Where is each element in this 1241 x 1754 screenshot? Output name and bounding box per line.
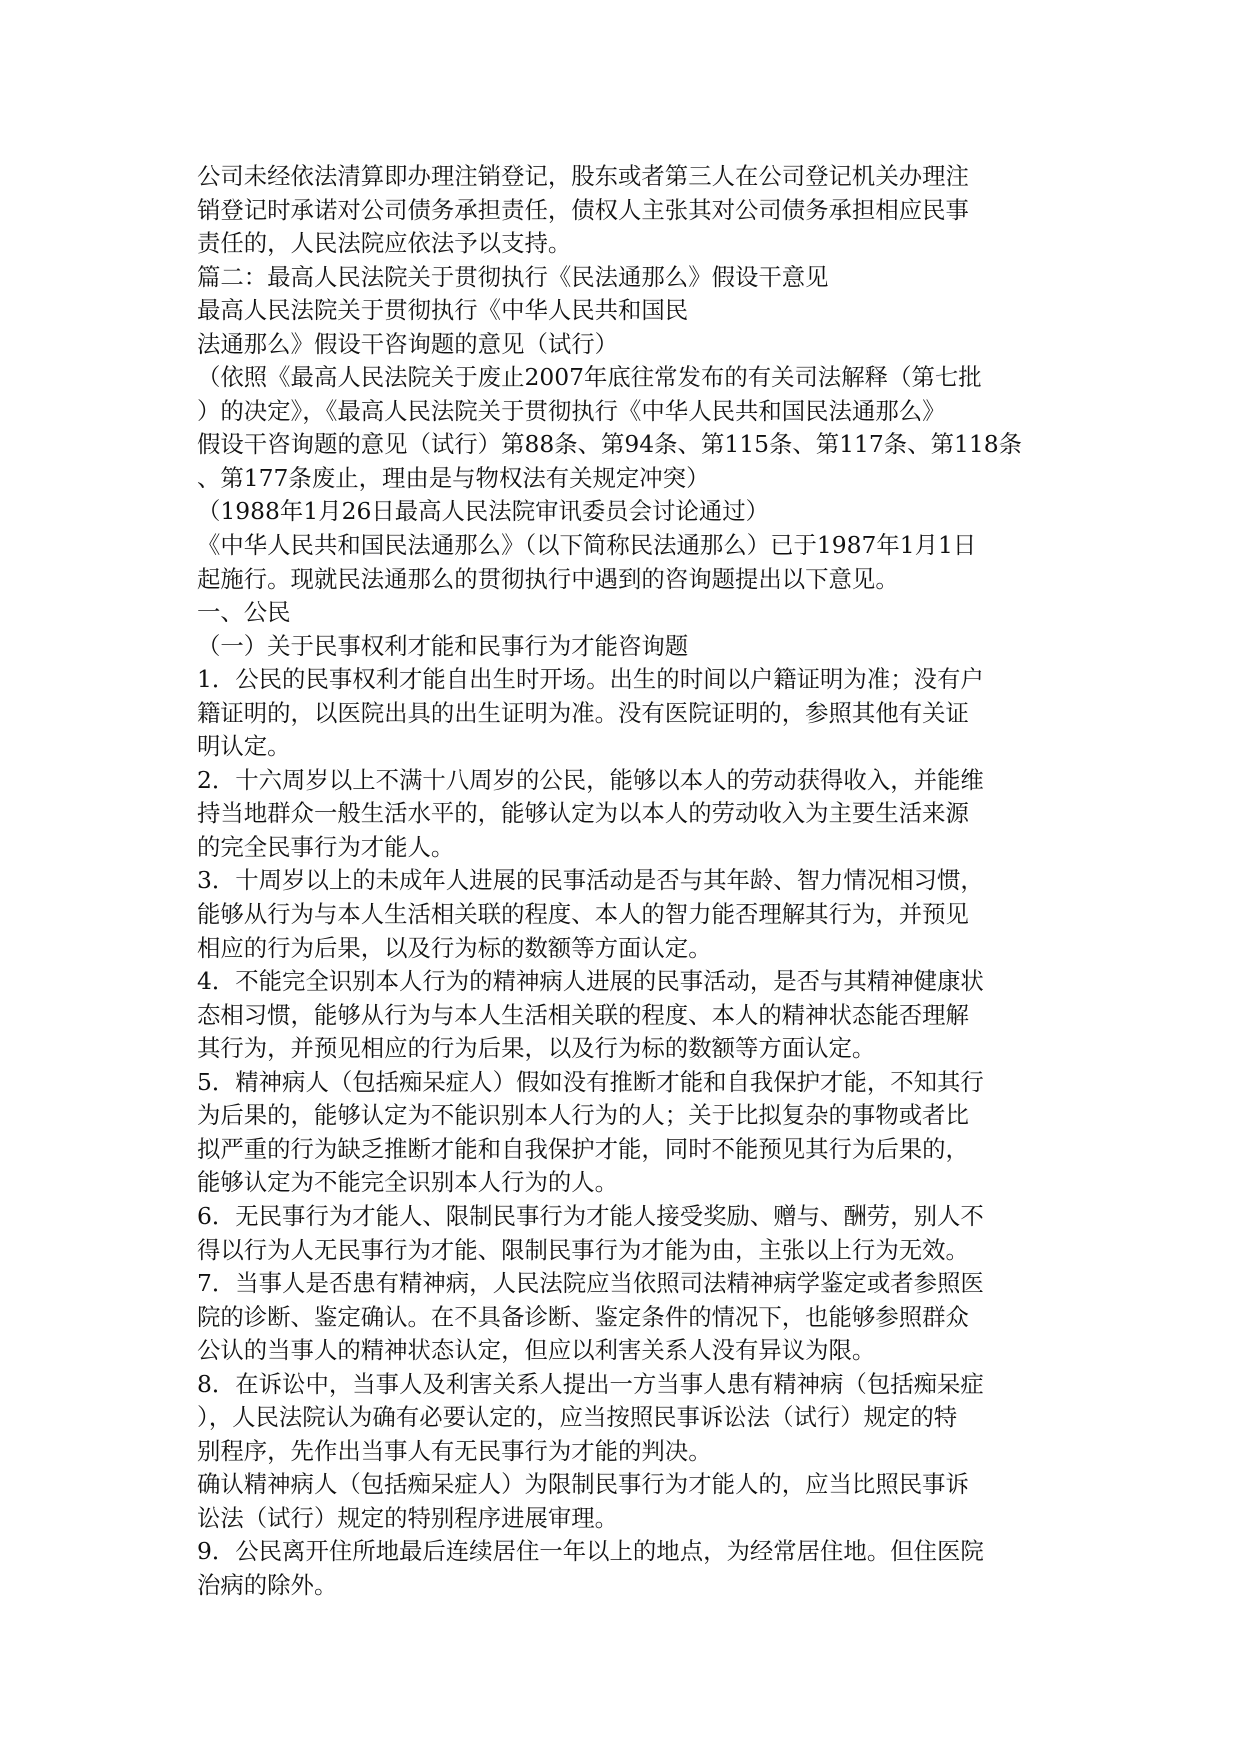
text-line: ），人民法院认为确有必要认定的，应当按照民事诉讼法（试行）规定的特 bbox=[197, 1403, 958, 1432]
text-line: 7．当事人是否患有精神病，人民法院应当依照司法精神病学鉴定或者参照医 bbox=[197, 1269, 984, 1298]
text-line: 籍证明的，以医院出具的出生证明为准。没有医院证明的，参照其他有关证 bbox=[197, 698, 969, 727]
text-line: 3．十周岁以上的未成年人进展的民事活动是否与其年龄、智力情况相习惯， bbox=[197, 866, 984, 895]
text-line: ）的决定》，《最高人民法院关于贯彻执行《中华人民共和国民法通那么》 bbox=[197, 396, 946, 425]
text-line: 一、公民 bbox=[197, 598, 291, 627]
text-line: 法通那么》假设干咨询题的意见（试行） bbox=[197, 329, 619, 358]
text-line: 别程序，先作出当事人有无民事行为才能的判决。 bbox=[197, 1436, 712, 1465]
text-line: 的完全民事行为才能人。 bbox=[197, 832, 455, 861]
text-line: 1．公民的民事权利才能自出生时开场。出生的时间以户籍证明为准；没有户 bbox=[197, 665, 984, 694]
text-line: 起施行。现就民法通那么的贯彻执行中遇到的咨询题提出以下意见。 bbox=[197, 564, 899, 593]
text-line: 态相习惯，能够从行为与本人生活相关联的程度、本人的精神状态能否理解 bbox=[197, 1000, 969, 1029]
text-line: 得以行为人无民事行为才能、限制民事行为才能为由，主张以上行为无效。 bbox=[197, 1235, 969, 1264]
text-line: （依照《最高人民法院关于废止2007年底往常发布的有关司法解释（第七批 bbox=[197, 363, 982, 392]
text-line: 公认的当事人的精神状态认定，但应以利害关系人没有异议为限。 bbox=[197, 1336, 876, 1365]
text-line: 确认精神病人（包括痴呆症人）为限制民事行为才能人的，应当比照民事诉 bbox=[197, 1470, 969, 1499]
text-line: 明认定。 bbox=[197, 732, 291, 761]
document-body bbox=[197, 160, 1045, 1603]
text-line: 其行为，并预见相应的行为后果，以及行为标的数额等方面认定。 bbox=[197, 1034, 876, 1063]
text-line: 篇二：最高人民法院关于贯彻执行《民法通那么》假设干意见 bbox=[197, 262, 829, 291]
text-line: 假设干咨询题的意见（试行）第88条、第94条、第115条、第117条、第118条 bbox=[197, 430, 1023, 459]
text-line: 能够从行为与本人生活相关联的程度、本人的智力能否理解其行为，并预见 bbox=[197, 900, 969, 929]
text-line: 6．无民事行为才能人、限制民事行为才能人接受奖励、赠与、酬劳，别人不 bbox=[197, 1201, 984, 1230]
text-line: （1988年1月26日最高人民法院审讯委员会讨论通过） bbox=[197, 497, 769, 526]
text-line: 公司未经依法清算即办理注销登记，股东或者第三人在公司登记机关办理注 bbox=[197, 162, 969, 190]
text-line: 拟严重的行为缺乏推断才能和自我保护才能，同时不能预见其行为后果的， bbox=[197, 1134, 969, 1163]
text-line: 2．十六周岁以上不满十八周岁的公民，能够以本人的劳动获得收入，并能维 bbox=[197, 765, 984, 794]
text-line: 为后果的，能够认定为不能识别本人行为的人；关于比拟复杂的事物或者比 bbox=[197, 1101, 969, 1130]
text-line: 讼法（试行）规定的特别程序进展审理。 bbox=[197, 1503, 619, 1532]
text-line: 最高人民法院关于贯彻执行《中华人民共和国民 bbox=[197, 296, 689, 325]
text-line: 治病的除外。 bbox=[197, 1570, 338, 1599]
text-line: 责任的，人民法院应依法予以支持。 bbox=[197, 229, 572, 258]
text-line: 持当地群众一般生活水平的，能够认定为以本人的劳动收入为主要生活来源 bbox=[197, 799, 969, 828]
text-line: 销登记时承诺对公司债务承担责任，债权人主张其对公司债务承担相应民事 bbox=[197, 195, 969, 224]
text-line: 8．在诉讼中，当事人及利害关系人提出一方当事人患有精神病（包括痴呆症 bbox=[197, 1369, 984, 1398]
text-line: （一）关于民事权利才能和民事行为才能咨询题 bbox=[197, 631, 689, 660]
text-line: 、第177条废止，理由是与物权法有关规定冲突） bbox=[197, 463, 710, 492]
text-line: 能够认定为不能完全识别本人行为的人。 bbox=[197, 1168, 619, 1197]
text-line: 4．不能完全识别本人行为的精神病人进展的民事活动，是否与其精神健康状 bbox=[197, 967, 984, 996]
text-line: 相应的行为后果，以及行为标的数额等方面认定。 bbox=[197, 933, 712, 962]
text-line: 9．公民离开住所地最后连续居住一年以上的地点，为经常居住地。但住医院 bbox=[197, 1537, 984, 1566]
text-line: 《中华人民共和国民法通那么》（以下简称民法通那么）已于1987年1月1日 bbox=[197, 531, 977, 560]
text-line: 院的诊断、鉴定确认。在不具备诊断、鉴定条件的情况下，也能够参照群众 bbox=[197, 1302, 969, 1331]
text-line: 5．精神病人（包括痴呆症人）假如没有推断才能和自我保护才能，不知其行 bbox=[197, 1067, 984, 1096]
